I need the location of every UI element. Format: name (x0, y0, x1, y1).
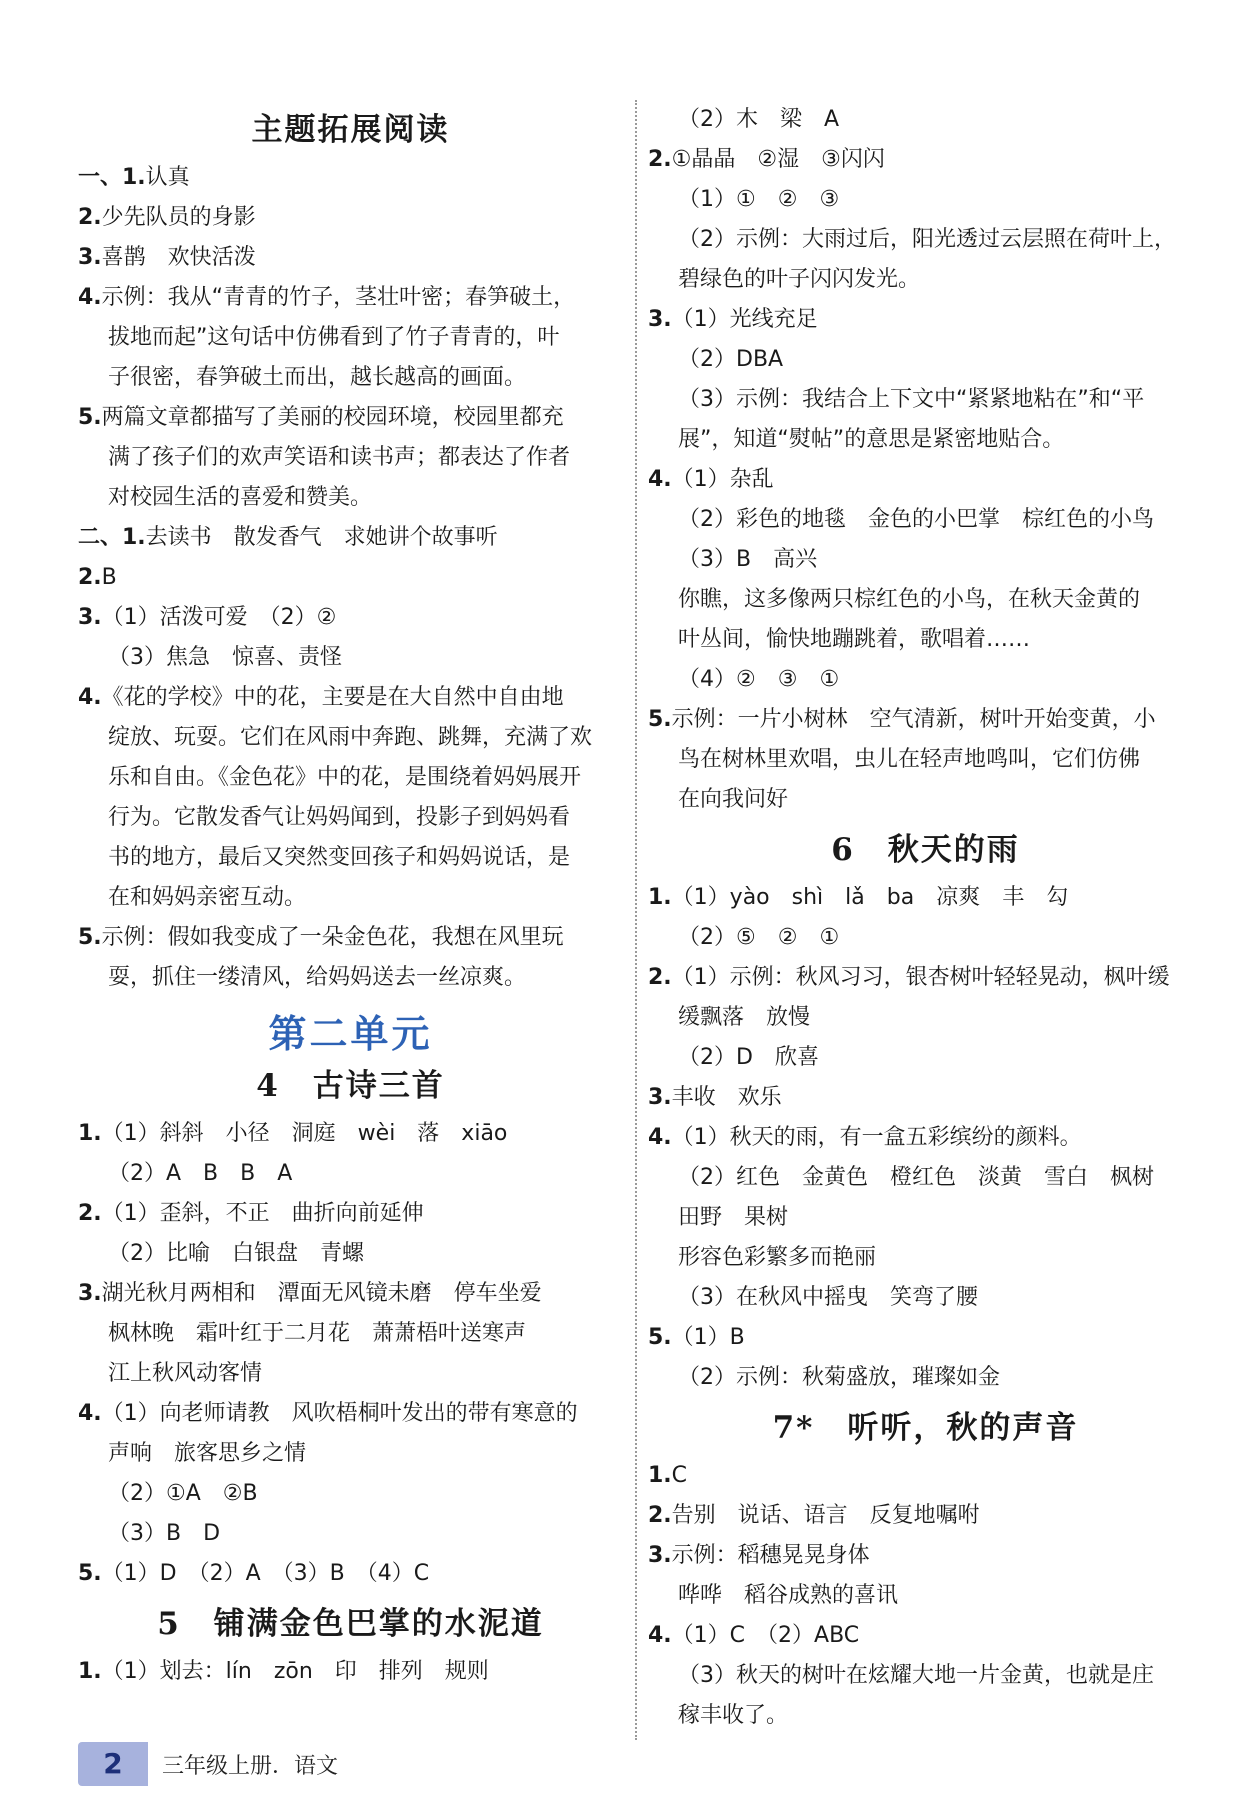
question-number: 4. (78, 685, 102, 710)
answer-text: 叶丛间，愉快地蹦跳着，歌唱着…… (678, 627, 1031, 652)
right-column (648, 100, 1203, 1736)
answer-line (648, 220, 1203, 260)
answer-line (78, 758, 623, 798)
answer-text: 稼丰收了。 (678, 1703, 789, 1728)
answer-line (78, 798, 623, 838)
answer-line (78, 1434, 623, 1474)
answer-line (78, 638, 623, 678)
answer-line (648, 1238, 1203, 1278)
answer-text: （4）② ③ ① (678, 667, 840, 692)
answer-line (648, 100, 1203, 140)
answer-text: 满了孩子们的欢声笑语和读书声；都表达了作者 (108, 445, 571, 470)
answer-text: （2）木 梁 A (678, 107, 840, 132)
question-number: 2. (78, 565, 102, 590)
question-number: 二、1. (78, 525, 146, 550)
question-number: 3. (78, 245, 102, 270)
answer-line (648, 1158, 1203, 1198)
answer-line (648, 1038, 1203, 1078)
answer-line (648, 700, 1203, 740)
answer-text: （3）秋天的树叶在炫耀大地一片金黄，也就是庄 (678, 1663, 1154, 1688)
answer-text: （1）yào shì lǎ ba 凉爽 丰 勾 (671, 885, 1069, 910)
lesson5-title: 5 铺满金色巴掌的水泥道 (157, 1606, 544, 1642)
section1-answers (78, 158, 623, 998)
answer-text: 哗哗 稻谷成熟的喜讯 (678, 1583, 899, 1608)
answer-text: （2）D 欣喜 (678, 1045, 819, 1070)
answer-text: （1）向老师请教 风吹梧桐叶发出的带有寒意的 (101, 1401, 578, 1426)
answer-line (78, 878, 623, 918)
question-number: 2. (78, 1201, 102, 1226)
answer-line (648, 380, 1203, 420)
answer-text: （1）斜斜 小径 洞庭 wèi 落 xiāo (101, 1121, 508, 1146)
answer-line (78, 1652, 623, 1692)
answer-line (78, 1194, 623, 1234)
answer-text: 在向我问好 (678, 787, 789, 812)
answer-line (648, 1576, 1203, 1616)
answer-text: 鸟在树林里欢唱，虫儿在轻声地鸣叫，它们仿佛 (678, 747, 1141, 772)
question-number: 1. (78, 1659, 102, 1684)
answer-line (78, 158, 623, 198)
answer-line (78, 358, 623, 398)
question-number: 5. (78, 925, 102, 950)
question-number: 4. (78, 1401, 102, 1426)
answer-text: （2）彩色的地毯 金色的小巴掌 棕红色的小鸟 (678, 507, 1154, 532)
answer-text: 耍，抓住一缕清风，给妈妈送去一丝凉爽。 (108, 965, 527, 990)
answer-text: 形容色彩繁多而艳丽 (678, 1245, 877, 1270)
question-number: 3. (78, 605, 102, 630)
question-number: 1. (648, 885, 672, 910)
answer-line (648, 780, 1203, 820)
lesson6-answers (648, 878, 1203, 1398)
answer-line (78, 598, 623, 638)
answer-text: 少先队员的身影 (101, 205, 256, 230)
question-number: 3. (648, 1085, 672, 1110)
answer-line (648, 540, 1203, 580)
question-number: 4. (648, 467, 672, 492)
answer-text: （1）光线充足 (671, 307, 818, 332)
answer-line (648, 1616, 1203, 1656)
page-number: 2 (78, 1742, 148, 1786)
answer-line (78, 1554, 623, 1594)
answer-text: （3）B 高兴 (678, 547, 818, 572)
question-number: 4. (648, 1623, 672, 1648)
question-number: 5. (648, 707, 672, 732)
lesson4-title: 4 古诗三首 (256, 1068, 445, 1104)
answer-line (78, 518, 623, 558)
answer-line (648, 878, 1203, 918)
answer-line (648, 260, 1203, 300)
answer-text: 示例：一片小树林 空气清新，树叶开始变黄，小 (671, 707, 1156, 732)
answer-line (648, 1118, 1203, 1158)
lesson7-title: 7* 听听，秋的声音 (772, 1410, 1079, 1446)
answer-text: （2）示例：秋菊盛放，璀璨如金 (678, 1365, 1000, 1390)
answer-line (78, 1114, 623, 1154)
answer-text: 展”，知道“熨帖”的意思是紧密地贴合。 (678, 427, 1065, 452)
answer-line (648, 958, 1203, 998)
answer-text: 田野 果树 (678, 1205, 789, 1230)
question-number: 5. (78, 1561, 102, 1586)
answer-text: （3）焦急 惊喜、责怪 (108, 645, 342, 670)
question-number: 3. (648, 307, 672, 332)
answer-line (648, 140, 1203, 180)
question-number: 1. (648, 1463, 672, 1488)
answer-line (648, 620, 1203, 660)
theme-reading-title: 主题拓展阅读 (251, 112, 450, 148)
answer-line (648, 1358, 1203, 1398)
answer-line (78, 198, 623, 238)
answer-text: 书的地方，最后又突然变回孩子和妈妈说话，是 (108, 845, 571, 870)
answer-text: 你瞧，这多像两只棕红色的小鸟，在秋天金黄的 (678, 587, 1141, 612)
answer-line (648, 1696, 1203, 1736)
answer-text: 湖光秋月两相和 潭面无风镜未磨 停车坐爱 (101, 1281, 542, 1306)
answer-line (78, 1354, 623, 1394)
answer-text: 对校园生活的喜爱和赞美。 (108, 485, 373, 510)
answer-line (648, 1456, 1203, 1496)
answer-line (78, 1474, 623, 1514)
answer-line (648, 1078, 1203, 1118)
answer-text: 《花的学校》中的花，主要是在大自然中自由地 (101, 685, 564, 710)
answer-text: （3）示例：我结合上下文中“紧紧地粘在”和“平 (678, 387, 1145, 412)
answer-line (78, 278, 623, 318)
answer-text: （1）B (671, 1325, 745, 1350)
answer-text: 碧绿色的叶子闪闪发光。 (678, 267, 921, 292)
answer-line (78, 1154, 623, 1194)
answer-line (648, 998, 1203, 1038)
question-number: 3. (78, 1281, 102, 1306)
lesson6-title: 6 秋天的雨 (831, 832, 1020, 868)
answer-line (78, 238, 623, 278)
answer-line (78, 558, 623, 598)
answer-line (648, 460, 1203, 500)
answer-line (648, 300, 1203, 340)
answer-line (648, 1318, 1203, 1358)
answer-text: （2）比喻 白银盘 青螺 (108, 1241, 364, 1266)
answer-text: 丰收 欢乐 (671, 1085, 782, 1110)
answer-line (78, 1234, 623, 1274)
answer-line (78, 718, 623, 758)
answer-line (648, 1536, 1203, 1576)
answer-line (648, 340, 1203, 380)
question-number: 2. (78, 205, 102, 230)
answer-text: 示例：稻穗晃晃身体 (671, 1543, 870, 1568)
answer-text: 在和妈妈亲密互动。 (108, 885, 307, 910)
answer-text: （1）示例：秋风习习，银杏树叶轻轻晃动，枫叶缓 (671, 965, 1170, 990)
answer-line (78, 1514, 623, 1554)
question-number: 2. (648, 965, 672, 990)
answer-line (648, 740, 1203, 780)
answer-line (78, 478, 623, 518)
answer-line (648, 1496, 1203, 1536)
question-number: 5. (78, 405, 102, 430)
answer-line (648, 580, 1203, 620)
answer-line (78, 838, 623, 878)
answer-text: （3）在秋风中摇曳 笑弯了腰 (678, 1285, 978, 1310)
answer-line (648, 500, 1203, 540)
answer-text: 示例：假如我变成了一朵金色花，我想在风里玩 (101, 925, 564, 950)
answer-line (648, 420, 1203, 460)
column-divider (635, 100, 637, 1740)
answer-text: 拔地而起”这句话中仿佛看到了竹子青青的，叶 (108, 325, 560, 350)
page-footer (78, 1742, 338, 1786)
answer-text: 乐和自由。《金色花》中的花，是围绕着妈妈展开 (108, 765, 582, 790)
answer-text: （1）杂乱 (671, 467, 774, 492)
answer-text: 两篇文章都描写了美丽的校园环境，校园里都充 (101, 405, 564, 430)
answer-line (648, 1656, 1203, 1696)
answer-text: （1）C （2）ABC (671, 1623, 860, 1648)
answer-text: （1）歪斜，不正 曲折向前延伸 (101, 1201, 424, 1226)
answer-text: （2）A B B A (108, 1161, 293, 1186)
answer-line (648, 918, 1203, 958)
answer-text: （2）⑤ ② ① (678, 925, 840, 950)
answer-line (78, 1394, 623, 1434)
answer-text: 行为。它散发香气让妈妈闻到，投影子到妈妈看 (108, 805, 571, 830)
lesson7-answers (648, 1456, 1203, 1736)
answer-text: 示例：我从“青青的竹子，茎壮叶密；春笋破土， (101, 285, 576, 310)
question-number: 1. (78, 1121, 102, 1146)
answer-text: （1）活泼可爱 （2）② (101, 605, 337, 630)
answer-text: （2）示例：大雨过后，阳光透过云层照在荷叶上， (678, 227, 1176, 252)
answer-text: （1）划去：lín zōn 印 排列 规则 (101, 1659, 489, 1684)
answer-text: （1）D （2）A （3）B （4）C (101, 1561, 430, 1586)
answer-text: 子很密，春笋破土而出，越长越高的画面。 (108, 365, 527, 390)
answer-line (648, 180, 1203, 220)
question-number: 5. (648, 1325, 672, 1350)
answer-line (78, 678, 623, 718)
answer-line (648, 1278, 1203, 1318)
answer-line (78, 318, 623, 358)
answer-text: （3）B D (108, 1521, 221, 1546)
answer-text: C (671, 1463, 688, 1488)
question-number: 4. (648, 1125, 672, 1150)
answer-line (78, 958, 623, 998)
answer-line (78, 918, 623, 958)
lesson5-answers (78, 1652, 623, 1692)
question-number: 2. (648, 1503, 672, 1528)
question-number: 一、1. (78, 165, 146, 190)
answer-text: 缓飘落 放慢 (678, 1005, 811, 1030)
answer-text: 去读书 散发香气 求她讲个故事听 (145, 525, 498, 550)
answer-text: （1）① ② ③ (678, 187, 840, 212)
question-number: 3. (648, 1543, 672, 1568)
answer-line (78, 438, 623, 478)
answer-text: （2）红色 金黄色 橙红色 淡黄 雪白 枫树 (678, 1165, 1154, 1190)
answer-line (78, 398, 623, 438)
left-column (78, 100, 623, 1692)
answer-text: B (101, 565, 117, 590)
unit-title: 第二单元 (268, 1012, 433, 1056)
lesson5-answers-continued (648, 100, 1203, 820)
answer-text: （2）DBA (678, 347, 784, 372)
answer-text: （2）①A ②B (108, 1481, 258, 1506)
answer-text: 认真 (145, 165, 190, 190)
answer-line (648, 660, 1203, 700)
answer-line (78, 1274, 623, 1314)
answer-line (78, 1314, 623, 1354)
answer-text: （1）秋天的雨，有一盒五彩缤纷的颜料。 (671, 1125, 1082, 1150)
answer-line (648, 1198, 1203, 1238)
answer-text: 绽放、玩耍。它们在风雨中奔跑、跳舞，充满了欢 (108, 725, 593, 750)
book-label: 三年级上册．语文 (162, 1753, 339, 1779)
answer-text: 声响 旅客思乡之情 (108, 1441, 307, 1466)
question-number: 4. (78, 285, 102, 310)
answer-text: 枫林晚 霜叶红于二月花 萧萧梧叶送寒声 (108, 1321, 527, 1346)
answer-text: ①晶晶 ②湿 ③闪闪 (671, 147, 885, 172)
lesson4-answers (78, 1114, 623, 1594)
question-number: 2. (648, 147, 672, 172)
answer-text: 江上秋风动客情 (108, 1361, 263, 1386)
answer-text: 喜鹊 欢快活泼 (101, 245, 256, 270)
answer-text: 告别 说话、语言 反复地嘱咐 (671, 1503, 980, 1528)
